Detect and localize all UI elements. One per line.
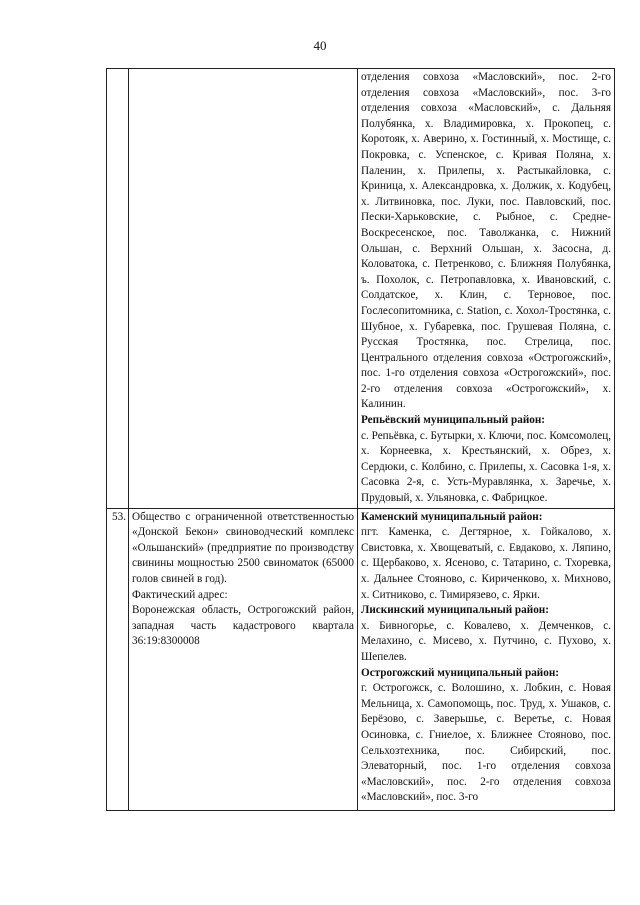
district-settlements: пгт. Каменка, с. Дегтярное, х. Гойкалово, х. Свистовка, х. Хвощеватый, с. Евдаково, х. Ляпино, с. Щербаково, х. Ясеново, с. Татарино, с. Тхоревка, х. Дальнее Стояново, с. Кириченково, х. Михново, х. Ситниково, с. Тимирязево, с. Ярки.: [361, 526, 611, 601]
organization-cell: [129, 508, 358, 810]
row-number: 53.: [107, 508, 129, 810]
district-title: Лискинский муниципальный район:: [361, 604, 549, 617]
areas-cell: [358, 69, 615, 509]
page-number: 40: [313, 38, 327, 53]
address-label: Фактический адрес:: [132, 588, 228, 601]
district-title: Острогожский муниципальный район:: [361, 666, 560, 679]
district-settlements: х. Бивногорье, с. Ковалево, х. Демченков, с. Мелахино, с. Мисево, х. Путчино, с. Пухово, х. Шепелев.: [361, 619, 611, 663]
settlements-table: [106, 68, 615, 811]
district-settlements: с. Репьёвка, с. Бутырки, х. Ключи, пос. Комсомолец, х. Корнеевка, х. Крестьянский, х. Обрез, х. Сердюки, с. Колбино, с. Прилепы, х. Сасовка 1-я, х. Сасовка 2-я, с. Усть-Муравлянка, х. Заречье, х. Прудовый, х. Ульяновка, с. Фабрицкое.: [361, 429, 611, 505]
table-row: [107, 508, 615, 810]
organization-name: Общество с ограниченной ответственностью «Донской Бекон» свиноводческий комплекс «Ольшанский» (предприятие по производству свинины мощностью 2500 свиноматок (65000 голов свиней в год).: [132, 510, 354, 585]
district-settlements: г. Острогожск, с. Волошино, х. Лобкин, с. Новая Мельница, х. Самопомощь, пос. Труд, х. Ушаков, с. Берёзово, с. Заверьшье, с. Веретье, с. Новая Осиновка, с. Гниелое, х. Ближнее Стояново, пос. Сельхозтехника, пос. Сибирский, пос. Элеваторный, пос. 1-го отделения совхоза «Масловский», пос. 2-го отделения совхоза «Масловский», пос. 3-го: [361, 682, 611, 804]
row-number: [107, 69, 129, 509]
organization-cell: [129, 69, 358, 509]
table-row: [107, 69, 615, 509]
district-title: Репьёвский муниципальный район:: [361, 414, 546, 427]
district-title: Каменский муниципальный район:: [361, 510, 543, 523]
organization-address: Воронежская область, Острогожский район, западная часть кадастрового квартала 36:19:8300008: [132, 604, 354, 648]
areas-continuation: отделения совхоза «Масловский», пос. 2-го отделения совхоза «Масловский», пос. 3-го отделения совхоза «Масловский», с. Дальняя Полубянка, х. Владимировка, х. Прокопец, с. Коротояк, х. Аверино, х. Гостинный, х. Мостище, с. Покровка, с. Успенское, с. Кривая Поляна, х. Паленин, х. Прилепы, х. Растыкайловка, с. Криница, х. Александровка, х. Должик, х. Кодубец, х. Литвиновка, пос. Луки, пос. Павловский, пос. Пески-Харьковские, с. Рыбное, с. Средне-Воскресенское, пос. Таволжанка, с. Нижний Ольшан, с. Верхний Ольшан, х. Засосна, д. Коловатока, с. Петренково, с. Ближняя Полубянка, ъ. Похолок, с. Петропавловка, х. Ивановский, с. Солдатское, х. Клин, с. Терновое, пос. Гослесопитомника, с. Station, с. Хохол-Тростянка, с. Шубное, х. Губаревка, пос. Грушевая Поляна, с. Русская Тростянка, пос. Стрелица, пос. Центрального отделения совхоза «Острогожский», пос. 1-го отделения совхоза «Острогожский», пос. 2-го отделения совхоза «Острогожский», х. Калинин.: [361, 71, 611, 411]
areas-cell: [358, 508, 615, 810]
